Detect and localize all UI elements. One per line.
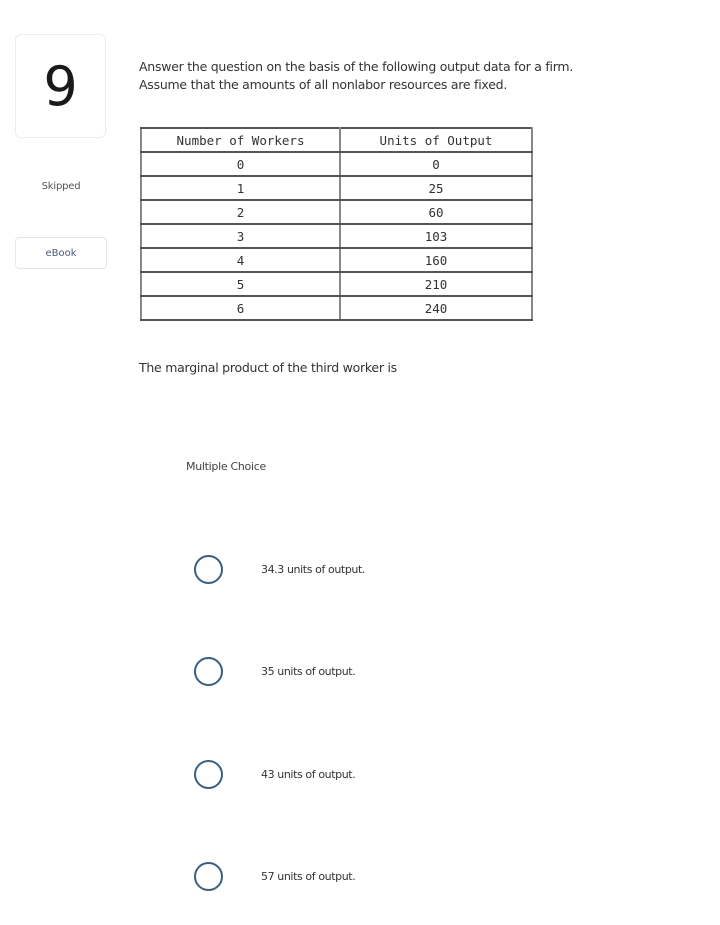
table-row	[141, 272, 532, 296]
cell-output: 25	[340, 176, 532, 200]
radio-button-icon[interactable]	[194, 760, 223, 789]
table-row	[141, 176, 532, 200]
radio-button-icon[interactable]	[194, 862, 223, 891]
ebook-label: eBook	[45, 247, 77, 259]
choice-option-2[interactable]	[194, 657, 355, 686]
cell-workers: 2	[141, 200, 340, 224]
question-status: Skipped	[41, 181, 81, 192]
choice-label: 57 units of output.	[261, 870, 356, 883]
radio-button-icon[interactable]	[194, 555, 223, 584]
choice-option-3[interactable]	[194, 760, 355, 789]
header-output: Units of Output	[340, 128, 532, 152]
cell-output: 160	[340, 248, 532, 272]
table-row	[141, 248, 532, 272]
cell-workers: 0	[141, 152, 340, 176]
ebook-button[interactable]	[15, 237, 107, 269]
cell-workers: 1	[141, 176, 340, 200]
radio-button-icon[interactable]	[194, 657, 223, 686]
table-header-row	[141, 128, 532, 152]
cell-output: 60	[340, 200, 532, 224]
choice-label: 35 units of output.	[261, 665, 356, 678]
choice-option-1[interactable]	[194, 555, 365, 584]
choice-option-4[interactable]	[194, 862, 355, 891]
table-row	[141, 296, 532, 320]
choice-label: 34.3 units of output.	[261, 563, 366, 576]
header-workers: Number of Workers	[141, 128, 340, 152]
question-number: 9	[43, 54, 78, 118]
cell-workers: 5	[141, 272, 340, 296]
prompt-line-1: Answer the question on the basis of the following output data for a firm.	[139, 59, 574, 74]
choice-label: 43 units of output.	[261, 768, 356, 781]
table-row	[141, 224, 532, 248]
cell-workers: 4	[141, 248, 340, 272]
cell-output: 0	[340, 152, 532, 176]
prompt-line-2: Assume that the amounts of all nonlabor resources are fixed.	[139, 77, 508, 92]
question-type-label: Multiple Choice	[186, 460, 266, 473]
cell-output: 210	[340, 272, 532, 296]
table-row	[141, 152, 532, 176]
cell-output: 103	[340, 224, 532, 248]
question-stem: The marginal product of the third worker is	[139, 360, 397, 375]
cell-output: 240	[340, 296, 532, 320]
table-row	[141, 200, 532, 224]
cell-workers: 3	[141, 224, 340, 248]
cell-workers: 6	[141, 296, 340, 320]
output-data-table	[140, 127, 533, 321]
question-prompt	[139, 58, 719, 94]
question-number-card	[15, 34, 106, 138]
